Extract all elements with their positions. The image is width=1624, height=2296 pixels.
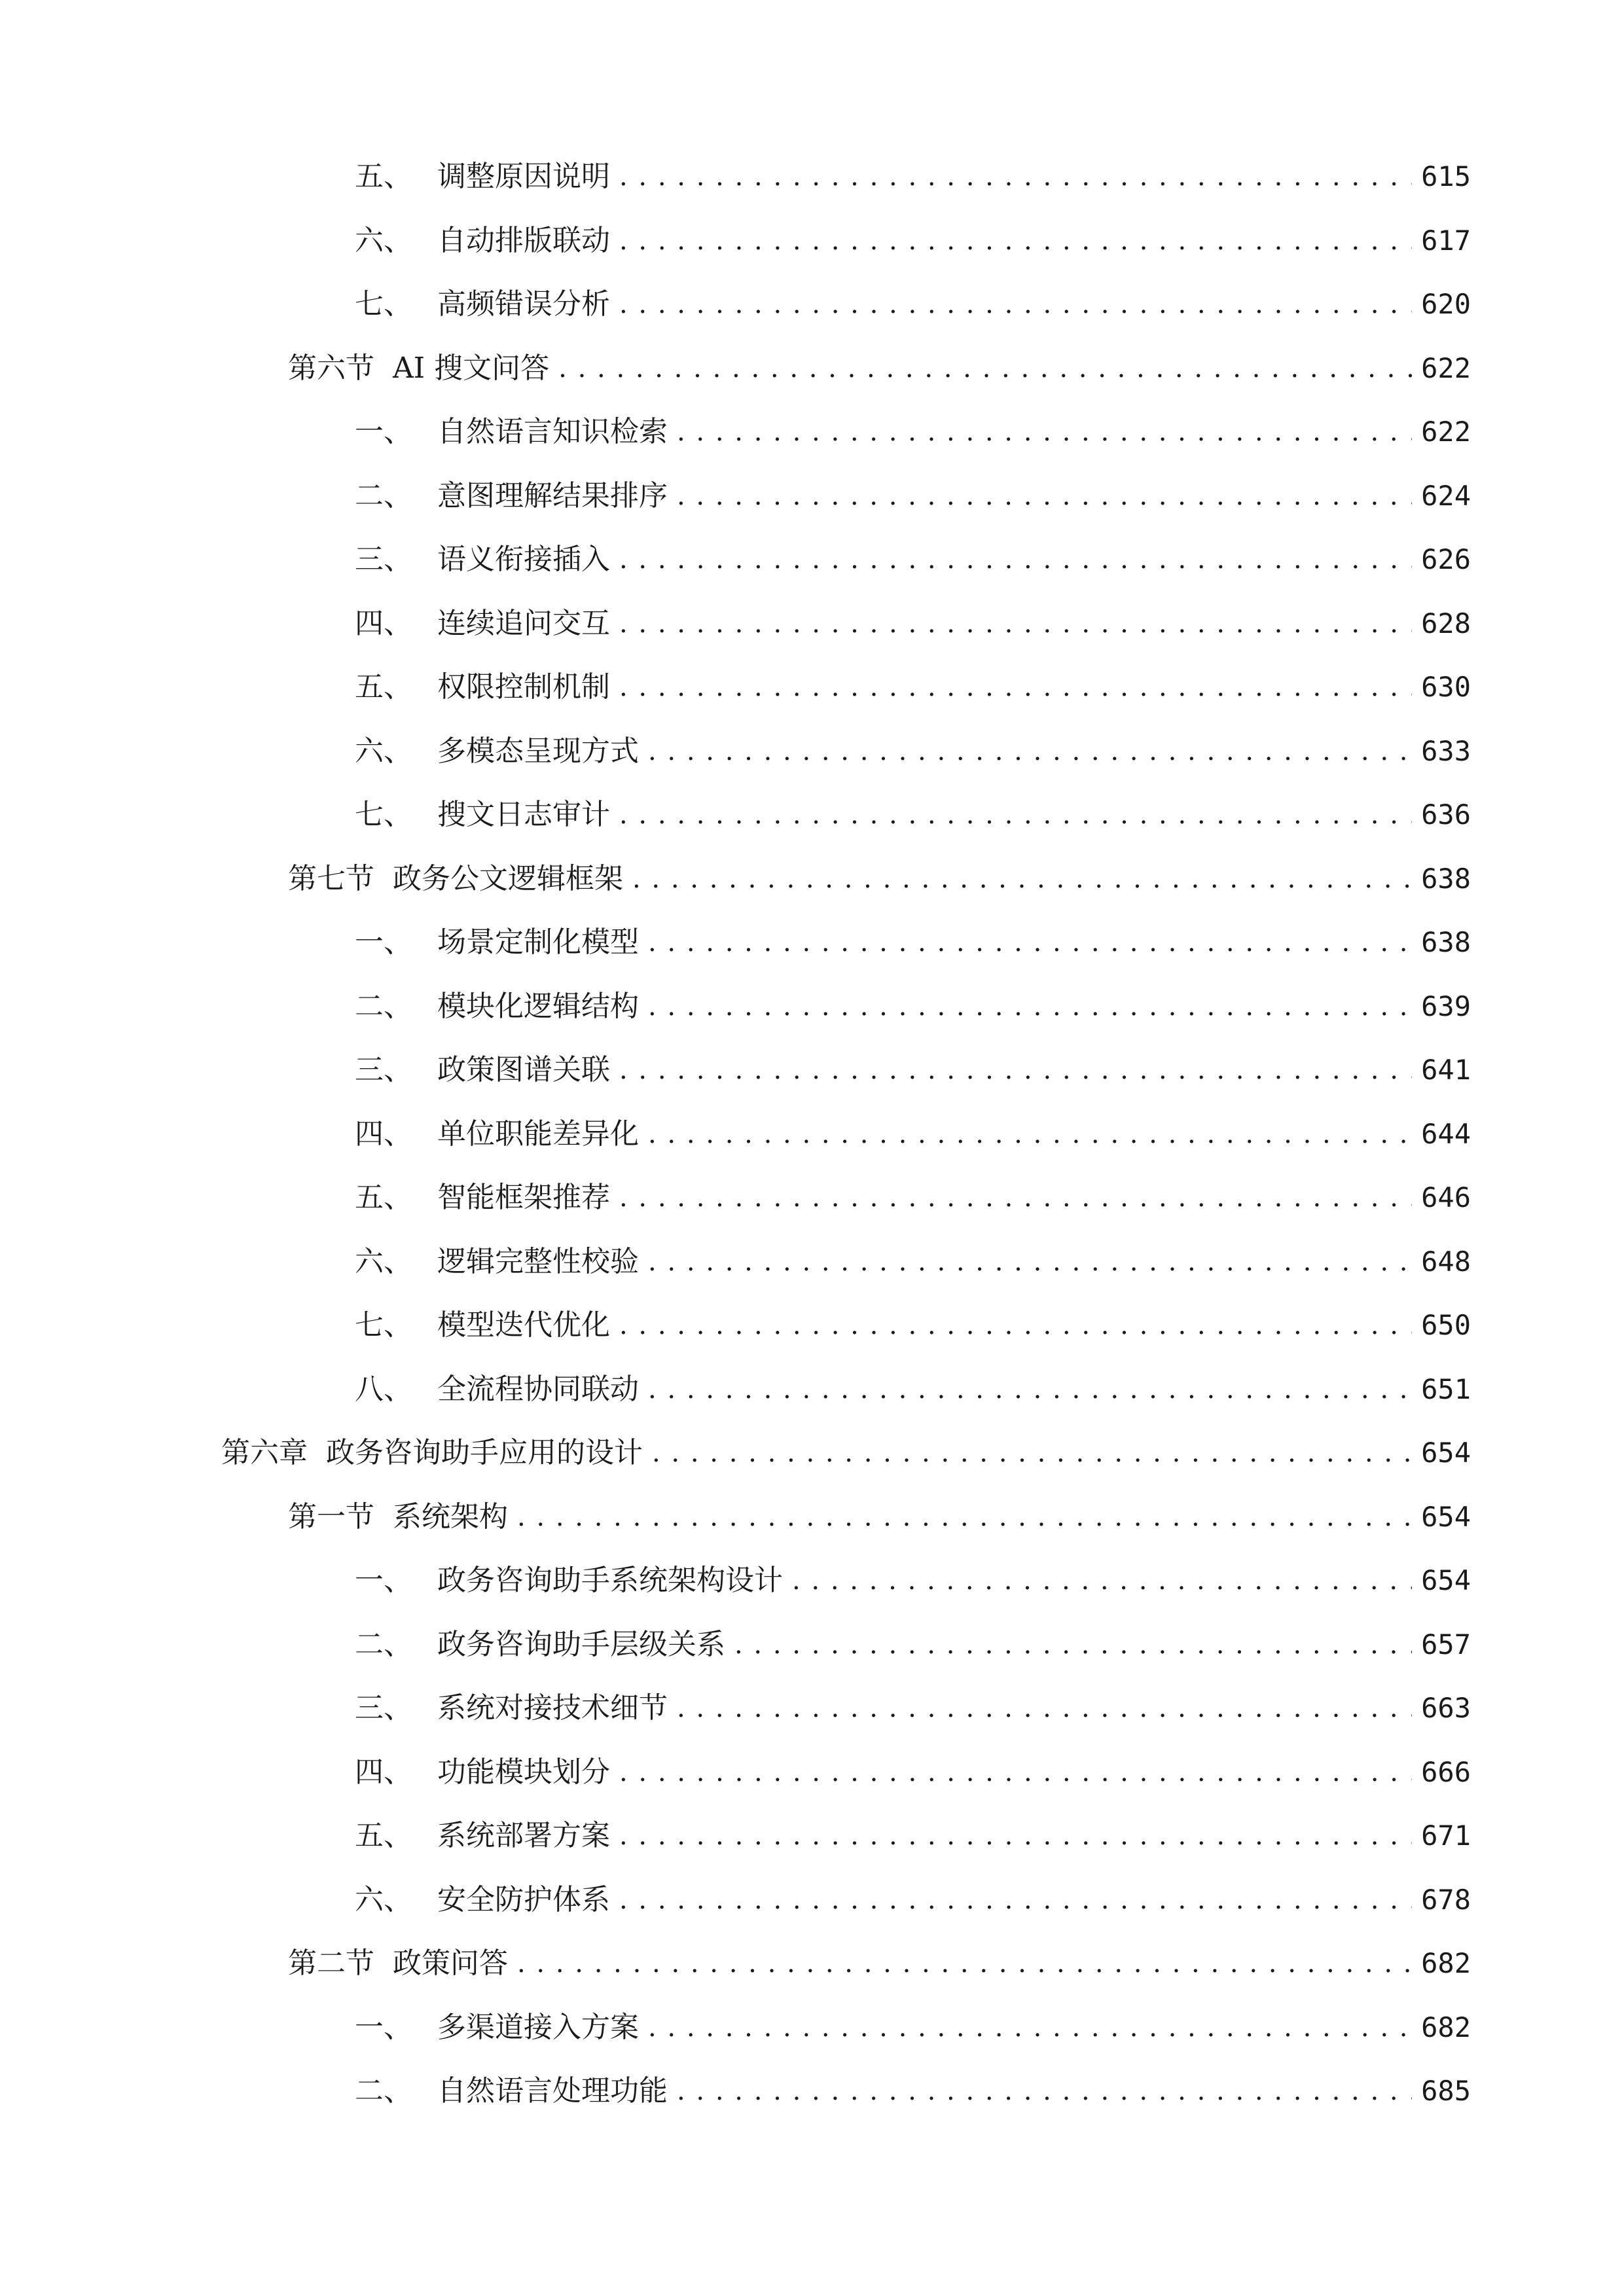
toc-entry[interactable] [288,1491,1471,1543]
toc-entry[interactable] [355,1619,1471,1671]
toc-dot-leader [619,789,1412,841]
toc-entry-number: 第六节 [288,351,374,385]
toc-dot-leader [652,1427,1412,1479]
toc-entry-number: 三、 [355,543,412,576]
toc-entry-page-number: 650 [1421,1309,1471,1341]
toc-dot-leader [648,725,1412,778]
toc-entry-title: 自动排版联动 [437,224,610,257]
toc-entry-number: 五、 [355,1819,412,1852]
toc-entry-title: 全流程协同联动 [437,1372,639,1406]
toc-entry-number: 第一节 [288,1500,374,1534]
toc-dot-leader [619,1172,1412,1224]
toc-entry-number: 一、 [355,1564,412,1597]
toc-dot-leader [619,598,1412,650]
toc-dot-leader [619,661,1412,713]
toc-entry-title: 语义衔接插入 [437,543,610,576]
toc-entry-title: 功能模块划分 [437,1755,610,1789]
toc-entry-page-number: 666 [1421,1756,1471,1788]
toc-entry[interactable] [355,598,1471,650]
toc-entry-title: 逻辑完整性校验 [437,1245,639,1278]
toc-entry-number: 第七节 [288,862,374,895]
toc-dot-leader [619,278,1412,331]
toc-entry[interactable] [355,1682,1471,1734]
toc-entry-page-number: 626 [1421,543,1471,575]
toc-entry-title: 系统架构 [393,1500,508,1534]
toc-dot-leader [648,1363,1412,1416]
toc-dot-leader [677,2065,1412,2117]
toc-entry-page-number: 617 [1421,224,1471,257]
toc-entry-number: 七、 [355,798,412,831]
toc-entry-page-number: 641 [1421,1054,1471,1086]
toc-entry[interactable] [355,789,1471,841]
toc-entry[interactable] [355,980,1471,1033]
toc-entry-number: 五、 [355,670,412,704]
toc-entry-page-number: 671 [1421,1820,1471,1852]
toc-entry-page-number: 654 [1421,1564,1471,1596]
toc-dot-leader [632,853,1412,905]
toc-entry-page-number: 663 [1421,1692,1471,1724]
toc-entry-title: 多渠道接入方案 [437,2011,639,2044]
toc-entry[interactable] [355,725,1471,778]
toc-entry-number: 四、 [355,1117,412,1151]
toc-entry[interactable] [355,1810,1471,1862]
toc-entry[interactable] [355,1874,1471,1926]
toc-entry-title: 权限控制机制 [437,670,610,704]
toc-entry-page-number: 682 [1421,2011,1471,2043]
toc-entry-page-number: 648 [1421,1246,1471,1278]
toc-entry[interactable] [221,1427,1471,1479]
toc-entry-number: 一、 [355,925,412,959]
toc-entry-title: 单位职能差异化 [437,1117,639,1151]
toc-entry-page-number: 636 [1421,798,1471,831]
toc-entry[interactable] [355,215,1471,267]
toc-entry-page-number: 654 [1421,1501,1471,1533]
toc-entry-number: 五、 [355,1181,412,1214]
toc-dot-leader [648,1236,1412,1288]
toc-entry-page-number: 678 [1421,1884,1471,1916]
toc-entry[interactable] [355,1299,1471,1352]
toc-dot-leader [517,1937,1412,1990]
toc-entry[interactable] [355,916,1471,969]
toc-entry-title: 多模态呈现方式 [437,734,639,768]
toc-dot-leader [558,342,1412,395]
toc-entry-number: 三、 [355,1691,412,1725]
toc-entry-title: 自然语言处理功能 [437,2074,668,2108]
toc-entry-number: 三、 [355,1053,412,1086]
toc-entry[interactable] [355,661,1471,713]
toc-entry-number: 第二节 [288,1946,374,1980]
toc-entry[interactable] [355,533,1471,586]
toc-entry-number: 二、 [355,1628,412,1661]
toc-entry-number: 六、 [355,1245,412,1278]
toc-entry-page-number: 682 [1421,1947,1471,1979]
toc-entry-number: 七、 [355,1308,412,1342]
toc-entry-number: 六、 [355,224,412,257]
toc-entry-title: 政务咨询助手层级关系 [437,1628,725,1661]
toc-dot-leader [792,1554,1412,1607]
toc-entry-page-number: 646 [1421,1181,1471,1213]
toc-entry-page-number: 639 [1421,990,1471,1022]
toc-entry[interactable] [355,278,1471,331]
toc-entry-page-number: 622 [1421,416,1471,448]
toc-entry-number: 二、 [355,2074,412,2108]
toc-dot-leader [619,1299,1412,1352]
toc-entry[interactable] [355,406,1471,458]
toc-entry[interactable] [355,1363,1471,1416]
toc-entry-page-number: 651 [1421,1373,1471,1405]
toc-dot-leader [619,151,1412,203]
toc-entry-title: 自然语言知识检索 [437,415,668,448]
toc-dot-leader [619,1746,1412,1799]
toc-entry-title: 调整原因说明 [437,160,610,193]
toc-dot-leader [734,1619,1412,1671]
toc-entry[interactable] [355,1172,1471,1224]
toc-entry-title: AI 搜文问答 [393,351,550,385]
toc-dot-leader [619,1874,1412,1926]
toc-entry[interactable] [288,342,1471,395]
toc-entry-number: 第六章 [221,1436,308,1469]
toc-dot-leader [677,1682,1412,1734]
toc-entry-number: 六、 [355,734,412,768]
toc-entry-number: 八、 [355,1372,412,1406]
toc-entry-page-number: 638 [1421,863,1471,895]
toc-entry-page-number: 624 [1421,480,1471,512]
toc-entry-title: 系统对接技术细节 [437,1691,668,1725]
toc-entry-title: 政策图谱关联 [437,1053,610,1086]
toc-entry-page-number: 685 [1421,2075,1471,2107]
toc-entry[interactable] [355,151,1471,203]
toc-entry-page-number: 615 [1421,160,1471,192]
toc-entry[interactable] [288,853,1471,905]
toc-entry[interactable] [355,1746,1471,1799]
toc-entry-title: 政务公文逻辑框架 [393,862,623,895]
toc-entry-title: 安全防护体系 [437,1883,610,1916]
toc-entry-title: 模型迭代优化 [437,1308,610,1342]
toc-entry-page-number: 628 [1421,607,1471,639]
toc-entry[interactable] [355,470,1471,522]
toc-entry[interactable] [355,2065,1471,2117]
toc-dot-leader [619,215,1412,267]
toc-dot-leader [648,1108,1412,1160]
toc-entry-page-number: 638 [1421,926,1471,958]
toc-dot-leader [677,470,1412,522]
toc-dot-leader [677,406,1412,458]
toc-entry-number: 七、 [355,287,412,321]
toc-entry-title: 模块化逻辑结构 [437,990,639,1023]
toc-entry-page-number: 654 [1421,1437,1471,1469]
toc-entry-title: 意图理解结果排序 [437,479,668,512]
toc-entry-number: 一、 [355,2011,412,2044]
toc-entry-page-number: 622 [1421,352,1471,384]
toc-entry-page-number: 633 [1421,735,1471,767]
toc-entry-title: 政务咨询助手应用的设计 [326,1436,643,1469]
toc-entry[interactable] [355,1044,1471,1096]
toc-dot-leader [648,2001,1412,2054]
toc-entry[interactable] [355,1554,1471,1607]
toc-entry-title: 政务咨询助手系统架构设计 [437,1564,783,1597]
toc-entry-number: 二、 [355,990,412,1023]
toc-entry-number: 四、 [355,1755,412,1789]
toc-entry-title: 政策问答 [393,1946,508,1980]
toc-entry-title: 场景定制化模型 [437,925,639,959]
toc-entry-number: 五、 [355,160,412,193]
toc-entry[interactable] [288,1937,1471,1990]
toc-entry-page-number: 644 [1421,1118,1471,1150]
toc-dot-leader [648,916,1412,969]
toc-dot-leader [619,1810,1412,1862]
toc-entry[interactable] [355,2001,1471,2054]
toc-entry-title: 系统部署方案 [437,1819,610,1852]
toc-entry[interactable] [355,1236,1471,1288]
toc-entry-title: 连续追问交互 [437,607,610,640]
toc-entry-title: 智能框架推荐 [437,1181,610,1214]
toc-entry-page-number: 630 [1421,671,1471,703]
toc-entry-number: 一、 [355,415,412,448]
toc-entry-number: 四、 [355,607,412,640]
toc-dot-leader [517,1491,1412,1543]
toc-entry-page-number: 657 [1421,1628,1471,1660]
toc-dot-leader [619,1044,1412,1096]
toc-dot-leader [648,980,1412,1033]
toc-entry-number: 六、 [355,1883,412,1916]
toc-entry[interactable] [355,1108,1471,1160]
toc-entry-title: 搜文日志审计 [437,798,610,831]
toc-dot-leader [619,533,1412,586]
toc-entry-page-number: 620 [1421,288,1471,320]
toc-entry-title: 高频错误分析 [437,287,610,321]
toc-entry-number: 二、 [355,479,412,512]
